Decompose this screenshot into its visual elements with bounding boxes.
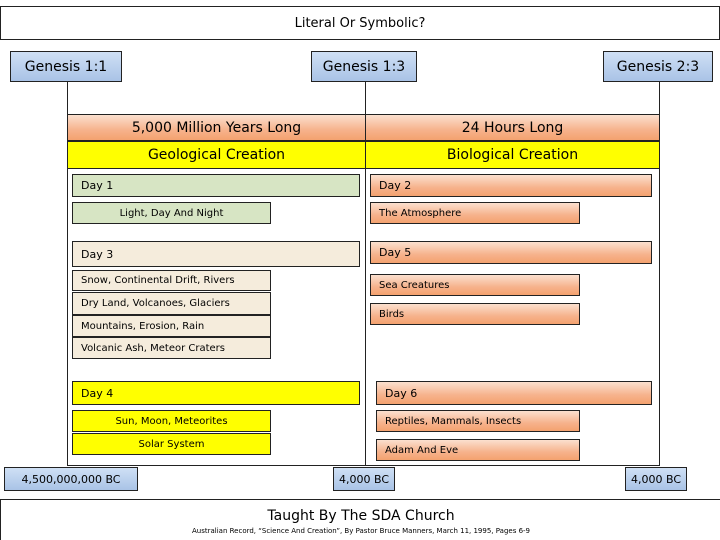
duration-left (67, 114, 366, 141)
date-left-label: 4,500,000,000 BC (21, 472, 121, 486)
day-6-item-1-label: Reptiles, Mammals, Insects (385, 415, 522, 427)
day-2-item-label: The Atmosphere (379, 207, 462, 219)
day-3-item-3 (72, 315, 271, 337)
day-4-header (72, 381, 360, 405)
day-6-header (376, 381, 652, 405)
day-3-item-4 (72, 337, 271, 359)
day-2-label: Day 2 (379, 179, 412, 192)
genesis-1-1-label: Genesis 1:1 (24, 58, 108, 75)
day-5-label: Day 5 (379, 246, 412, 259)
date-middle-label: 4,000 BC (338, 472, 390, 486)
day-5-item-2-label: Birds (379, 308, 405, 320)
genesis-1-1-marker (10, 51, 122, 82)
day-4-item-1 (72, 410, 271, 432)
day-1-label: Day 1 (81, 179, 114, 192)
creation-left (67, 141, 366, 169)
day-5-header (370, 241, 652, 264)
day-5-item-1-label: Sea Creatures (379, 279, 450, 291)
day-6-item-2-label: Adam And Eve (385, 444, 459, 456)
day-3-item-2-label: Dry Land, Volcanoes, Glaciers (81, 298, 230, 309)
day-6-label: Day 6 (385, 386, 418, 400)
day-3-item-2 (72, 292, 271, 315)
page-title: Literal Or Symbolic? (294, 15, 426, 31)
timeline-bottom-line (67, 465, 660, 466)
day-3-item-1 (72, 270, 271, 291)
day-6-item-1 (376, 410, 580, 432)
day-1-header (72, 174, 360, 197)
date-right-label: 4,000 BC (630, 472, 682, 486)
day-5-item-2 (370, 303, 580, 325)
day-4-item-1-label: Sun, Moon, Meteorites (115, 415, 228, 427)
duration-right-label: 24 Hours Long (461, 119, 564, 136)
day-1-item (72, 202, 271, 224)
genesis-1-3-label: Genesis 1:3 (322, 58, 406, 75)
day-5-item-1 (370, 274, 580, 296)
day-6-item-2 (376, 439, 580, 461)
day-3-label: Day 3 (81, 247, 114, 261)
day-3-item-1-label: Snow, Continental Drift, Rivers (81, 275, 235, 286)
footer-title: Taught By The SDA Church (267, 508, 455, 524)
creation-left-label: Geological Creation (147, 147, 286, 163)
genesis-1-3-marker (311, 51, 417, 82)
genesis-2-3-label: Genesis 2:3 (616, 58, 700, 75)
genesis-2-3-marker (603, 51, 713, 82)
day-3-item-4-label: Volcanic Ash, Meteor Craters (81, 342, 226, 354)
date-right-marker (625, 467, 687, 491)
day-4-item-2 (72, 433, 271, 455)
duration-right (365, 114, 660, 141)
day-3-item-3-label: Mountains, Erosion, Rain (81, 320, 205, 332)
duration-left-label: 5,000 Million Years Long (131, 119, 302, 136)
day-4-label: Day 4 (81, 386, 114, 400)
footer-citation: Australian Record, “Science And Creation”, By Pastor Bruce Manners, March 11, 1995, Pages 6-9 (191, 527, 530, 535)
footer (0, 499, 720, 540)
day-4-item-2-label: Solar System (138, 438, 205, 450)
creation-right (365, 141, 660, 169)
day-2-header (370, 174, 652, 197)
day-2-item (370, 202, 580, 224)
date-left-marker (4, 467, 138, 491)
title-bar (0, 6, 720, 40)
date-middle-marker (333, 467, 395, 491)
day-3-header (72, 241, 360, 267)
day-1-item-label: Light, Day And Night (119, 207, 224, 219)
creation-right-label: Biological Creation (446, 147, 579, 163)
